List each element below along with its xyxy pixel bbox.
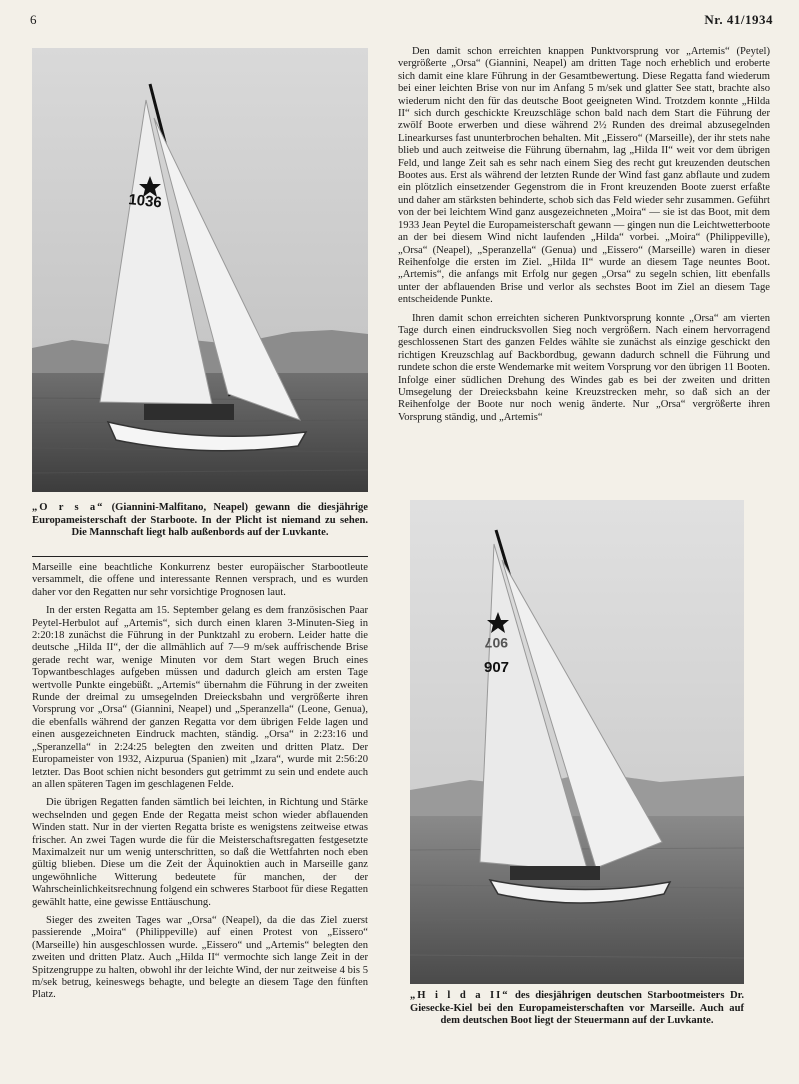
caption-hilda xyxy=(410,990,744,1028)
photo-hilda xyxy=(410,500,744,984)
sail-number-907: 907 xyxy=(484,659,510,676)
paragraph: Sieger des zweiten Tages war „Orsa“ (Neapel), da die das Ziel zuerst passierende „Moira“ (Philippeville) auf einen Protest von „Eissero“ (Marseille) hin ausgeschlossen wurde. „Eissero“ und „Artemis“ belegten den zweiten und dritten Platz. Auch „Hilda II“ vermochte sich lange Zeit in der Spitzengruppe zu halten, obwohl ihr der leichte Wind, der nur zeitweise 4 bis 5 m/sek betrug, keineswegs behagte, und belegte an diesem Tage den fünften Platz. xyxy=(32,914,368,1001)
issue-number: Nr. 41/1934 xyxy=(704,12,773,27)
sail-number-907-mirror: 907 xyxy=(484,635,508,651)
caption-divider xyxy=(32,556,368,557)
paragraph: Ihren damit schon erreichten sicheren Punktvorsprung konnte „Orsa“ am vierten Tage durch einen eindrucksvollen Sieg noch vergrößern. Nach einem hervorragend geschlossenen Start des ganzen Feldes wählte sie zunächst als einzige geschickt den richtigen Kreuzschlag auf Backbordbug, gewann dadurch schnell die Führung und rundete schon die erste Wendemarke mit weitem Vorsprung vor den übrigen 11 Booten. Infolge einer südlichen Drehung des Windes gab es bei der zweiten und dritten Umsegelung der Dreiecksbahn keine Kreuzstrecken mehr, so daß sich an der Reihenfolge der Boote nur noch wenig änderte. Nur „Orsa“ vergrößerte ihren Vorsprung ständig, und „Artemis“ xyxy=(398,312,770,423)
sail-number-1036: 1036 xyxy=(127,191,163,212)
sailboat-hilda-image xyxy=(410,500,744,984)
caption-hilda-name: „H i l d a II“ xyxy=(410,990,510,1001)
caption-orsa-text: (Giannini-Malfitano, Neapel) gewann die diesjährige Europameisterschaft der Starboote. In der Plicht ist niemand zu sehen. Die Mannschaft liegt halb außenbords auf der Luvkante. xyxy=(32,502,368,539)
paragraph: Marseille eine beachtliche Konkurrenz bester europäischer Starbootleute versammelt, die offene und interessante Rennen versprach, und es wurden daher vor den Regatten nur sehr vorsichtige Prognosen laut. xyxy=(32,562,368,598)
paragraph: Den damit schon erreichten knappen Punktvorsprung vor „Artemis“ (Peytel) vergrößerte „Orsa“ (Giannini, Neapel) am dritten Tage noch erheblich und eroberte sich damit eine klare Führung in der Gesamtbewertung. Diese Regatta fand wiederum bei einer leichten Brise von nur im Anfang 5 m/sek und glatter See statt, brachte also wiederum nicht den für das deutsche Boot geeigneten Wind. Trotzdem konnte „Hilda II“ sich durch geschickte Kreuzschläge schon bald nach dem Start die Führung der zwölf Boote erwerben und diese während 2½ Runden des dreimal abzusegelnden Linearkurses fast ununterbrochen behalten. Mit „Eissero“ (Marseille), der ihr stets nahe blieb und auch zeitweise die Führung übernahm, lag „Hilda II“ weit vor dem übrigen Feld, und lange Zeit sah es sehr nach einem Sieg des recht gut kreuzenden deutschen Bootes aus. Erst als während der letzten Runde der Wind fast ganz abflaute und zudem ein plötzlich einsetzender Gegenstrom die in Front kreuzenden Boote zuerst erfaßte und daher am stärksten behinderte, schob sich das Feld wieder sehr zusammen. Geführt von der bei leichtem Wind ganz ausgezeichneten „Moira“ — sie ist das Boot, mit dem 1933 Jean Peytel die Europameisterschaft gewann — gingen nun die Leichtwetterboote an der bei diesem Wind nicht laufenden „Hilda“ vorbei. „Moira“ (Philippeville), „Orsa“ (Neapel), „Speranzella“ (Genua) und „Eissero“ (Marseille) waren in dieser Reihenfolge die ersten im Ziel. „Hilda II“ wurde an diesem Tage neuntes Boot. „Artemis“, die anfangs mit Erfolg nur gegen „Orsa“ zu segeln schien, litt ebenfalls unter der abflauenden Brise und verlor als sechstes Boot im Ziel an diesem Tage entscheidende Punkte. xyxy=(398,46,770,306)
page-number: 6 xyxy=(30,12,37,27)
left-text-column xyxy=(32,562,368,1008)
caption-orsa xyxy=(32,502,368,540)
caption-orsa-name: „O r s a“ xyxy=(32,502,105,513)
paragraph: Die übrigen Regatten fanden sämtlich bei leichten, in Richtung und Stärke wechselnden und gegen Ende der Regatta meist schon wieder abflauenden Winden statt. Nur in der vierten Regatta briste es wenigstens zeitweise etwas frischer. An zwei Tagen wurde die für die Meisterschaftsregatten festgesetzte Maximalzeit nur um wenig unterschritten, so daß die Wettfahrten noch eben gültig blieben. Diese um die Zeit der Äquinoktien auch in Marseille ganz ungewöhnliche Witterung bedeutete für manchen, der der Wahrscheinlichkeitsrechnung folgend ein schweres Starboot für diese Regatten gewählt hatte, eine gewisse Enttäuschung. xyxy=(32,797,368,908)
paragraph: In der ersten Regatta am 15. September gelang es dem französischen Paar Peytel-Herbulot auf „Artemis“, sich durch einen klaren 3-Minuten-Sieg in 2:20:18 zunächst die Führung in der Punktzahl zu erobern. Leider hatte die deutsche „Hilda II“, der die allmählich auf 7—9 m/sek auffrischende Brise gerade recht war, wenige Minuten vor dem Start wegen Bruch eines Topwantbeschlages aufgeben müssen und dadurch gleich am ersten Tage wertvolle Punkte eingebüßt. „Artemis“ übernahm die Führung in der zweiten Runde der dreimal zu umsegelnden Dreiecksbahn und vergrößerte ihren Vorsprung vor „Orsa“ (Giannini, Neapel) und „Speranzella“ (Leone, Genua), die ebenfalls während der ganzen Regatta vor dem übrigen Felde lagen und einen ausgezeichneten Eindruck machten, ständig. „Orsa“ in 2:23:16 und „Speranzella“ in 2:24:25 belegten den zweiten und dritten Platz. Der Europameister von 1932, Aizpurua (Spanien) mit „Izara“, wurde mit 2:56:20 letzter. Das Boot schien nicht besonders gut getrimmt zu sein und endete auch an allen späteren Tagen im geschlagenen Felde. xyxy=(32,605,368,790)
right-text-column xyxy=(398,46,770,430)
sailboat-orsa-image xyxy=(32,48,368,492)
photo-orsa xyxy=(32,48,368,492)
caption-hilda-text: des diesjährigen deutschen Starbootmeisters Dr. Giesecke-Kiel bei den Europameisterschaften vor Marseille. Auch auf dem deutschen Boot liegt der Steuermann auf der Luvkante. xyxy=(410,990,744,1027)
